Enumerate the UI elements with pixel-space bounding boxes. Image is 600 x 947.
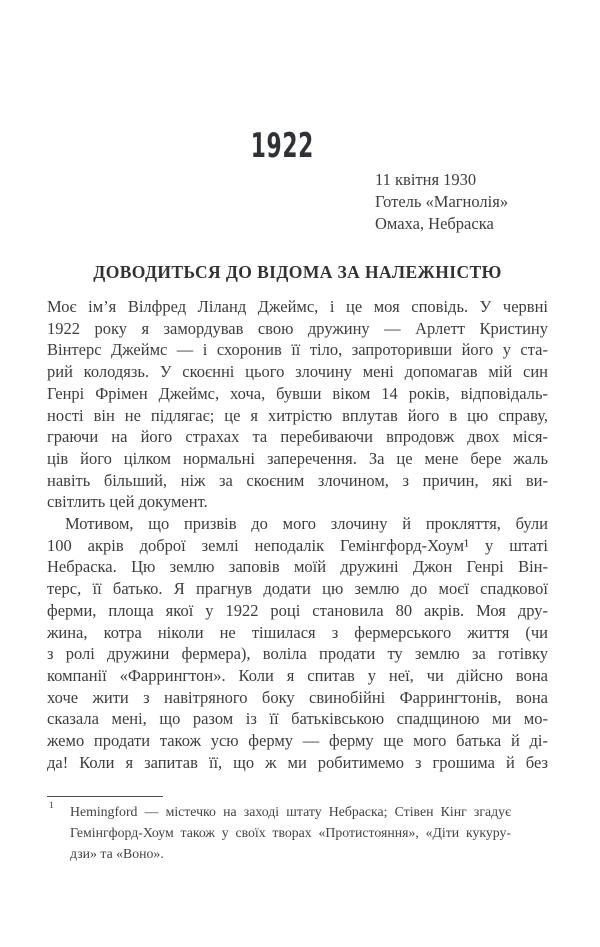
text-line: хоче жити з навітряного боку свинобійні Фаррингтонів, вона [47,687,548,707]
chapter-title-wrap [0,126,600,166]
text-line: жина, котра ніколи не тішилася з фермерського життя (чи [47,622,548,642]
section-heading: ДОВОДИТЬСЯ ДО ВІДОМА ЗА НАЛЕЖНІСТЮ [93,262,502,282]
text-line: Омаха, Небраска [375,214,494,233]
text-line: жемо продати також усю ферму — ферму ще мого батька й ді- [47,731,548,751]
text-line: Гемінгфорд-Хоум також у своїх творах «Протистояння», «Діти кукуру- [70,825,511,840]
text-line: дзи» та «Воно». [70,846,164,861]
text-line: світлить цей документ. [47,492,208,512]
paragraph [47,296,548,513]
text-line: 100 акрів доброї землі неподалік Гемінгфорд-Хоум¹ у штаті [47,535,548,555]
text-line: навіть більший, ніж за скоєним злочином, з причин, які ви- [47,470,548,490]
text-line: терс, її батько. Я прагнув додати цю землю до моєї спадкової [47,579,548,599]
text-line: Hemingford — містечко на заході штату Небраска; Стівен Кінг згадує [70,804,511,819]
footnote-text [70,801,511,864]
footnote [47,801,511,864]
text-line: сказала мені, що разом із її батьківською спадщиною ми мо- [47,709,548,729]
text-line: рий колодязь. У скоєнні цього злочину мені допомагав мій син [47,362,548,382]
text-line: да! Коли я запитав її, що ж ми робитимемо з грошима й без [47,752,548,772]
dateline [375,169,508,235]
footnote-divider [47,796,163,797]
chapter-title: 1922 [250,126,314,166]
text-line: Небраска. Цю землю заповів моїй дружині Джон Генрі Він- [47,557,548,577]
text-line: компанії «Фаррингтон». Коли я спитав у неї, чи дійсно вона [47,665,548,685]
text-line: з ролі дружини фермера), воліла продати ту землю за готівку [47,644,548,664]
text-line: 11 квітня 1930 [375,170,477,189]
text-line: Вінтерс Джеймс — і схоронив її тіло, запроторивши його у ста- [47,340,548,360]
text-line: ності він не підлягає; це я хитрістю вплутав його в цю справу, [47,405,548,425]
text-line: Моє ім’я Вілфред Ліланд Джеймс, і це моя сповідь. У червні [47,297,548,316]
text-line: ців його цілком нормальні заперечення. За це мене бере жаль [47,448,548,468]
text-line: граючи на його страхах та перебиваючи впродовж двох міся- [47,427,548,447]
body-text [47,296,548,773]
text-line: 1922 року я замордував свою дружину — Арлетт Кристину [47,318,548,338]
text-line: Генрі Фрімен Джеймс, хоча, бувши віком 14 років, відповідаль- [47,383,548,403]
paragraph [47,513,548,773]
footnote-marker: 1 [49,801,54,811]
text-line: ферми, площа якої у 1922 році становила 80 акрів. Моя дру- [47,600,548,620]
text-line: Мотивом, що призвів до мого злочину й прокляття, були [65,514,548,534]
text-line: Готель «Магнолія» [375,192,509,211]
